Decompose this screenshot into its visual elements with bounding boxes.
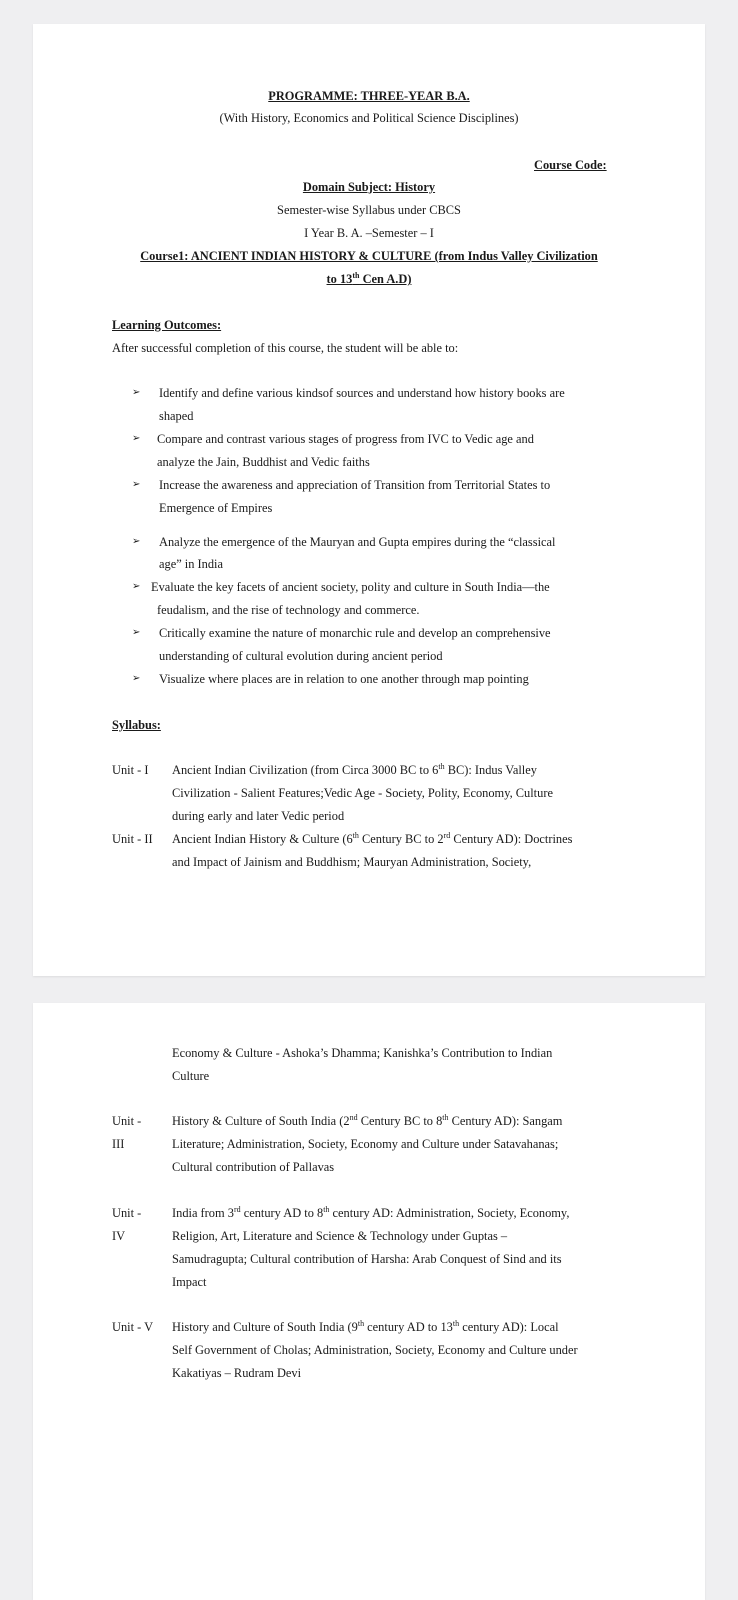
unit-4-text-cont: Impact bbox=[172, 1275, 207, 1289]
arrow-bullet-icon: ➢ bbox=[132, 536, 141, 547]
arrow-bullet-icon: ➢ bbox=[132, 581, 141, 592]
outcome-item: Visualize where places are in relation to one another through map pointing bbox=[159, 672, 529, 686]
outcome-item-cont: age” in India bbox=[159, 557, 223, 571]
document-page-1 bbox=[33, 24, 705, 976]
outcome-item: Critically examine the nature of monarchic rule and develop an comprehensive bbox=[159, 626, 551, 640]
disciplines-subtitle: (With History, Economics and Political Science Disciplines) bbox=[219, 111, 519, 125]
domain-subject: Domain Subject: History bbox=[302, 180, 436, 194]
arrow-bullet-icon: ➢ bbox=[132, 387, 141, 398]
arrow-bullet-icon: ➢ bbox=[132, 673, 141, 684]
unit-3-label-cont: III bbox=[112, 1137, 125, 1151]
unit-4-text: India from 3rd century AD to 8th century AD: Administration, Society, Economy, bbox=[172, 1204, 570, 1220]
learning-outcomes-intro: After successful completion of this course, the student will be able to: bbox=[112, 341, 459, 355]
unit-2-label: Unit - II bbox=[112, 832, 153, 846]
unit-5-text-cont: Self Government of Cholas; Administration, Society, Economy and Culture under bbox=[172, 1343, 578, 1357]
outcome-item-cont: feudalism, and the rise of technology and commerce. bbox=[157, 603, 420, 617]
unit-2-text-cont: Culture bbox=[172, 1069, 210, 1083]
outcome-item: Compare and contrast various stages of progress from IVC to Vedic age and bbox=[157, 432, 534, 446]
course-title-line-1: Course1: ANCIENT INDIAN HISTORY & CULTURE (from Indus Valley Civilization bbox=[140, 249, 598, 263]
learning-outcomes-heading: Learning Outcomes: bbox=[112, 318, 222, 332]
arrow-bullet-icon: ➢ bbox=[132, 627, 141, 638]
outcome-item-cont: Emergence of Empires bbox=[159, 501, 273, 515]
unit-2-text-cont: Economy & Culture - Ashoka’s Dhamma; Kanishka’s Contribution to Indian bbox=[172, 1046, 553, 1060]
syllabus-type: Semester-wise Syllabus under CBCS bbox=[277, 203, 461, 217]
unit-4-text-cont: Religion, Art, Literature and Science & Technology under Guptas – bbox=[172, 1229, 508, 1243]
arrow-bullet-icon: ➢ bbox=[132, 479, 141, 490]
unit-5-label: Unit - V bbox=[112, 1320, 154, 1334]
unit-2-text-cont: and Impact of Jainism and Buddhism; Mauryan Administration, Society, bbox=[172, 855, 532, 869]
course-title-line-2: to 13th Cen A.D) bbox=[326, 270, 412, 286]
arrow-bullet-icon: ➢ bbox=[132, 433, 141, 444]
unit-3-text-cont: Cultural contribution of Pallavas bbox=[172, 1160, 335, 1174]
unit-3-text: History & Culture of South India (2nd Century BC to 8th Century AD): Sangam bbox=[172, 1112, 563, 1128]
outcome-item: Evaluate the key facets of ancient society, polity and culture in South India—the bbox=[151, 580, 550, 594]
unit-4-text-cont: Samudragupta; Cultural contribution of Harsha: Arab Conquest of Sind and its bbox=[172, 1252, 562, 1266]
unit-4-label-cont: IV bbox=[112, 1229, 126, 1243]
outcome-item: Increase the awareness and appreciation of Transition from Territorial States to bbox=[159, 478, 551, 492]
unit-1-text: Ancient Indian Civilization (from Circa 3000 BC to 6th BC): Indus Valley bbox=[172, 761, 537, 777]
unit-5-text-cont: Kakatiyas – Rudram Devi bbox=[172, 1366, 302, 1380]
outcome-item: Identify and define various kindsof sources and understand how history books are bbox=[159, 386, 565, 400]
unit-3-label: Unit - bbox=[112, 1114, 142, 1128]
document-page-2 bbox=[33, 1003, 705, 1600]
outcome-item-cont: understanding of cultural evolution during ancient period bbox=[159, 649, 443, 663]
programme-title: PROGRAMME: THREE-YEAR B.A. bbox=[268, 89, 470, 103]
unit-1-text-cont: during early and later Vedic period bbox=[172, 809, 345, 823]
year-semester: I Year B. A. –Semester – I bbox=[304, 226, 434, 240]
unit-5-text: History and Culture of South India (9th century AD to 13th century AD): Local bbox=[172, 1318, 559, 1334]
course-code-label: Course Code: bbox=[534, 158, 607, 172]
outcome-item-cont: shaped bbox=[159, 409, 194, 423]
unit-3-text-cont: Literature; Administration, Society, Economy and Culture under Satavahanas; bbox=[172, 1137, 559, 1151]
unit-2-text: Ancient Indian History & Culture (6th Century BC to 2rd Century AD): Doctrines bbox=[172, 830, 573, 846]
syllabus-heading: Syllabus: bbox=[112, 718, 161, 732]
outcome-item: Analyze the emergence of the Mauryan and Gupta empires during the “classical bbox=[159, 535, 556, 549]
unit-4-label: Unit - bbox=[112, 1206, 142, 1220]
unit-1-text-cont: Civilization - Salient Features;Vedic Age - Society, Polity, Economy, Culture bbox=[172, 786, 553, 800]
unit-1-label: Unit - I bbox=[112, 763, 149, 777]
outcome-item-cont: analyze the Jain, Buddhist and Vedic faiths bbox=[157, 455, 370, 469]
